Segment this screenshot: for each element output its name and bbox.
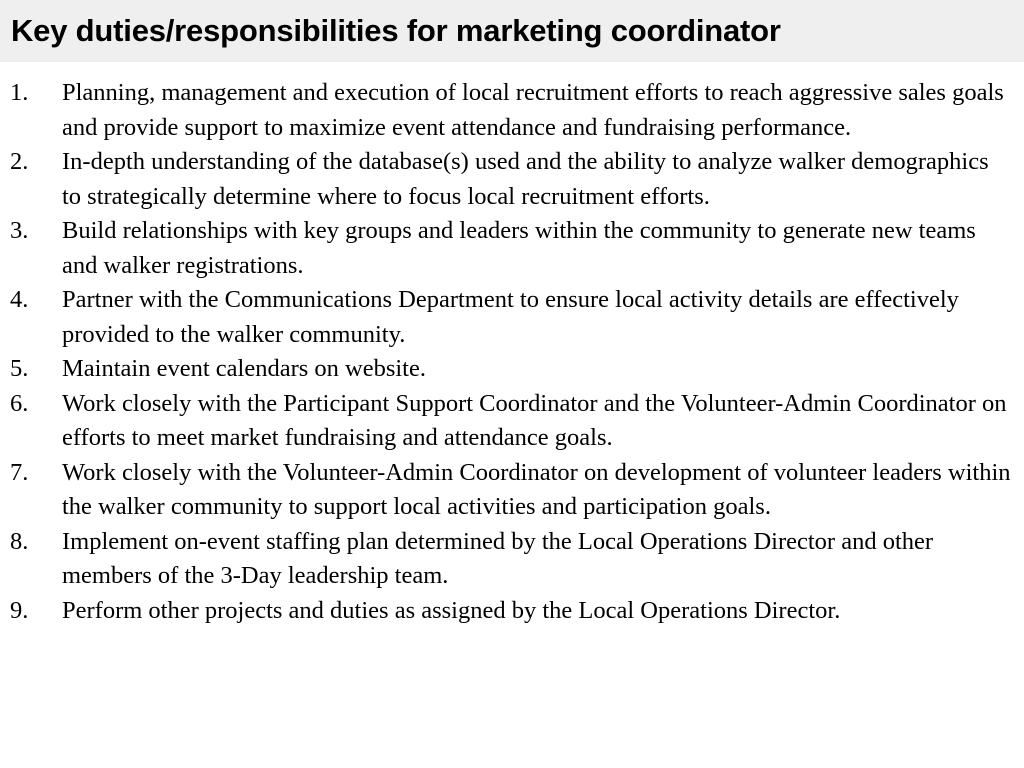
- list-item-text: Planning, management and execution of local recruitment efforts to reach aggressive sales goals and provide support to maximize event attendance and fundraising performance.: [62, 79, 1004, 141]
- list-item: [0, 525, 1024, 594]
- list-item: [0, 76, 1024, 145]
- list-item: [0, 283, 1024, 352]
- page-title: Key duties/responsibilities for marketing coordinator: [11, 13, 781, 48]
- list-item-number: 7.: [10, 458, 29, 486]
- list-item-text: Work closely with the Participant Support Coordinator and the Volunteer-Admin Coordinator on efforts to meet market fundraising and attendance goals.: [62, 389, 1007, 451]
- list-item-text: In-depth understanding of the database(s) used and the ability to analyze walker demographics to strategically determine where to focus local recruitment efforts.: [62, 148, 989, 210]
- duties-list: [0, 76, 1024, 628]
- title-bar: [0, 0, 1024, 62]
- list-item: [0, 352, 1024, 387]
- list-item-number: 2.: [10, 148, 29, 175]
- list-item-text: Implement on-event staffing plan determined by the Local Operations Director and other members of the 3-Day leadership team.: [62, 527, 934, 589]
- list-item-number: 5.: [10, 355, 29, 382]
- list-item-number: 3.: [10, 217, 29, 244]
- list-item-number: 1.: [10, 79, 29, 106]
- list-item-number: 8.: [10, 527, 29, 555]
- list-item-number: 6.: [10, 389, 29, 417]
- list-item-text: Perform other projects and duties as assigned by the Local Operations Director.: [62, 596, 841, 624]
- list-item: [0, 594, 1024, 629]
- list-item-number: 4.: [10, 286, 29, 313]
- list-item: [0, 456, 1024, 525]
- list-item: [0, 387, 1024, 456]
- list-item: [0, 145, 1024, 214]
- list-item-text: Partner with the Communications Department to ensure local activity details are effectively provided to the walker community.: [62, 286, 959, 348]
- list-item: [0, 214, 1024, 283]
- list-item-text: Work closely with the Volunteer-Admin Coordinator on development of volunteer leaders within the walker community to support local activities and participation goals.: [62, 458, 1011, 520]
- list-item-text: Maintain event calendars on website.: [62, 355, 426, 382]
- list-item-text: Build relationships with key groups and leaders within the community to generate new teams and walker registrations.: [62, 217, 976, 279]
- list-item-number: 9.: [10, 596, 29, 624]
